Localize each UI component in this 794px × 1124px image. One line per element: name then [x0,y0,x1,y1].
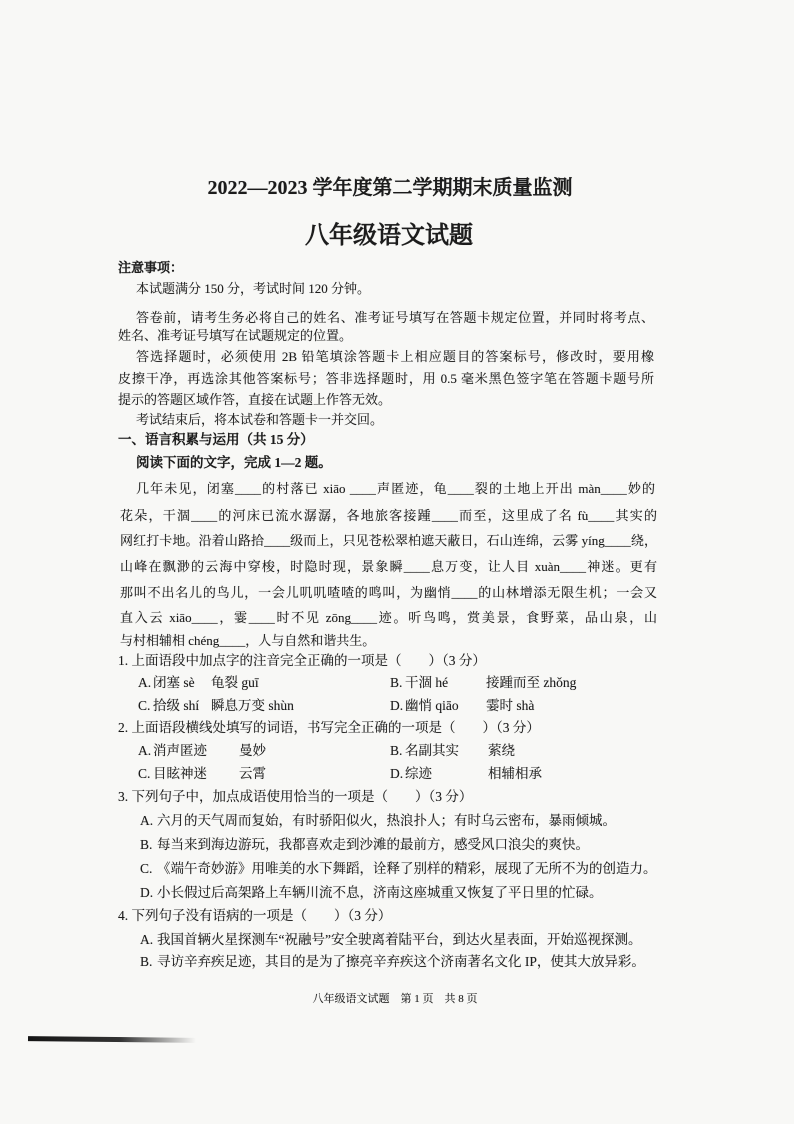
scan-edge-shadow [28,1036,196,1043]
notes-line: 答选择题时，必须使用 2B 铅笔填涂答题卡上相应题目的答案标号，修改时，要用橡 [136,349,654,364]
option-word-1: 闭塞 sè [153,675,195,690]
option-label: A. [138,743,152,758]
option-label: A. [140,932,154,947]
notes-line: 答卷前，请考生务必将自己的姓名、准考证号填写在答题卡规定位置，并同时将考点、 [136,310,654,325]
passage-line: 花朵，干涸____的河床已流水潺潺，各地旅客接踵____而至，这里成了名 fù____其实的 [120,508,657,523]
option-c [140,860,657,878]
passage-line: 几年未见，闭塞____的村落已 xiāo ____声匿迹，龟____裂的土地上开出 màn____妙的 [136,481,655,496]
option-b [140,836,589,854]
section-heading: 一、语言积累与运用（共 15 分） [118,432,314,447]
exam-subtitle: 八年级语文试题 [305,223,473,249]
option-word-2: 霎时 shà [486,698,535,713]
option-word-2: 瞬息万变 shùn [211,698,294,713]
option-text: 寻访辛弃疾足迹，其目的是为了擦亮辛弃疾这个济南著名文化 IP，使其大放异彩。 [157,954,645,969]
option-label: A. [138,675,152,690]
option-label: D. [390,766,404,781]
option-label: D. [390,698,404,713]
option-a [138,742,266,760]
passage-line: 直入云 xiāo____，霎____时不见 zōng____迹。听鸟鸣，赏美景，食野菜，品山泉，山 [120,610,657,625]
option-label: B. [390,743,403,758]
option-a [138,674,259,692]
option-text: 《端午奇妙游》用唯美的水下舞蹈，诠释了别样的精彩，展现了无所不为的创造力。 [157,861,657,876]
option-c [138,765,266,783]
option-d [390,765,542,783]
option-label: C. [138,766,151,781]
option-word-1: 拾级 shí [153,698,200,713]
option-word-1: 综迹 [405,766,432,781]
option-text: 小长假过后高架路上车辆川流不息，济南这座城重又恢复了平日里的忙碌。 [157,885,603,900]
passage-line: 网红打卡地。沿着山路拾____级而上，只见苍松翠柏遮天蔽日，石山连绵，云雾 yíng____绕， [120,533,657,548]
option-a [140,931,641,949]
option-label: D. [140,885,154,900]
option-label: A. [140,813,154,828]
option-word-1: 目眩神迷 [153,766,207,781]
passage-line: 山峰在飘渺的云海中穿梭，时隐时现，景象瞬____息万变，让人目 xuàn____神迷。更有 [120,559,657,574]
notes-line: 皮擦干净，再选涂其他答案标号；答非选择题时，用 0.5 毫米黑色签字笔在答题卡题号所 [118,371,654,386]
option-text: 六月的天气周而复始，有时骄阳似火，热浪扑人；有时乌云密布，暴雨倾城。 [157,813,616,828]
passage-line: 那叫不出名儿的鸟儿，一会儿叽叽喳喳的鸣叫，为幽悄____的山林增添无限生机；一会又 [120,585,657,600]
option-label: C. [140,861,153,876]
notes-line: 考试结束后，将本试卷和答题卡一并交回。 [136,412,384,427]
exam-title: 2022—2023 学年度第二学期期末质量监测 [207,177,573,199]
option-word-2: 曼妙 [239,743,266,758]
option-text: 我国首辆火星探测车“祝融号”安全驶离着陆平台，到达火星表面，开始巡视探测。 [157,932,642,947]
option-b [390,674,576,692]
question-stem: 1. 上面语段中加点字的注音完全正确的一项是（ ）（3 分） [118,653,486,668]
option-label: B. [390,675,403,690]
option-a [140,812,616,830]
page-footer: 八年级语文试题 第 1 页 共 8 页 [312,993,478,1005]
option-text: 每当来到海边游玩，我都喜欢走到沙滩的最前方，感受风口浪尖的爽快。 [157,837,589,852]
notes-line: 本试题满分 150 分，考试时间 120 分钟。 [136,281,371,296]
option-word-2: 龟裂 guī [211,675,259,690]
question-stem: 4. 下列句子没有语病的一项是（ ）（3 分） [118,908,392,923]
option-word-2: 萦绕 [488,743,515,758]
option-b [390,742,515,760]
option-label: B. [140,837,153,852]
option-d [390,697,534,715]
option-label: C. [138,698,151,713]
question-stem: 3. 下列句子中，加点成语使用恰当的一项是（ ）（3 分） [118,789,473,804]
option-word-1: 名副其实 [405,743,459,758]
passage-line: 与村相辅相 chéng____，人与自然和谐共生。 [120,633,376,648]
option-word-2: 接踵而至 zhǒng [486,675,577,690]
option-d [140,884,603,902]
option-label: B. [140,954,153,969]
notes-heading: 注意事项： [118,260,184,275]
option-b [140,953,645,971]
notes-line: 姓名、准考证号填写在试题规定的位置。 [118,328,353,343]
reading-instruction: 阅读下面的文字，完成 1—2 题。 [136,455,332,470]
option-c [138,697,294,715]
notes-line: 提示的答题区域作答，直接在试题上作答无效。 [118,392,392,407]
option-word-2: 云霄 [239,766,266,781]
option-word-1: 消声匿迹 [153,743,207,758]
option-word-2: 相辅相承 [488,766,542,781]
question-stem: 2. 上面语段横线处填写的词语，书写完全正确的一项是（ ）（3 分） [118,720,540,735]
option-word-1: 幽悄 qiāo [405,698,459,713]
option-word-1: 干涸 hé [405,675,449,690]
